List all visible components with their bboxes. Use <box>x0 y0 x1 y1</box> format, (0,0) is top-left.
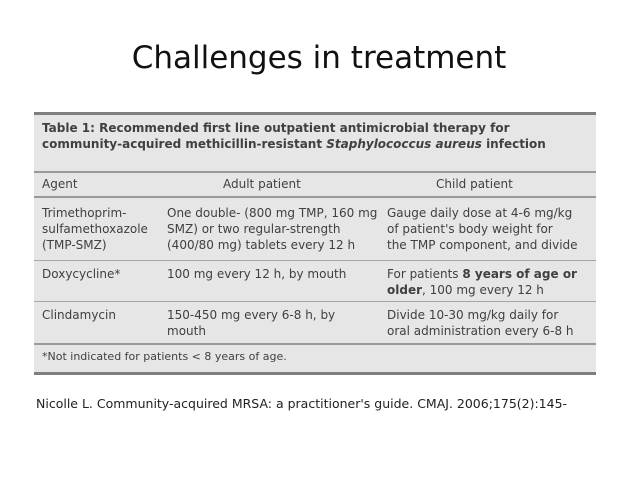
row2-child-pre: For patients <box>387 267 463 281</box>
row-divider <box>34 260 596 261</box>
caption-rule <box>34 171 596 173</box>
row2-agent: Doxycycline* <box>42 267 121 281</box>
row2-child-bold: 8 years of age or older <box>387 267 577 297</box>
table-caption <box>42 120 590 152</box>
caption-organism: Staphylococcus aureus <box>326 137 482 151</box>
citation: Nicolle L. Community-acquired MRSA: a practitioner's guide. CMAJ. 2006;175(2):145- <box>36 396 568 411</box>
table-footnote: *Not indicated for patients < 8 years of age. <box>42 350 287 363</box>
row3-agent: Clindamycin <box>42 308 116 322</box>
caption-suffix: infection <box>481 137 546 151</box>
slide-title: Challenges in treatment <box>131 40 507 76</box>
bottom-rule <box>34 343 596 345</box>
row1-adult: One double- (800 mg TMP, 160 mg SMZ) or two regular-strength (400/80 mg) tablets every 12 h <box>167 206 378 252</box>
row2-child-post: , 100 mg every 12 h <box>422 283 544 297</box>
row3-adult: 150-450 mg every 6-8 h, by mouth <box>167 308 336 338</box>
table-image <box>34 112 596 375</box>
header-agent: Agent <box>42 177 78 191</box>
row1-agent: Trimethoprim- sulfamethoxazole (TMP-SMZ) <box>42 206 148 252</box>
header-adult: Adult patient <box>223 177 301 191</box>
header-rule <box>34 196 596 198</box>
row1-child: Gauge daily dose at 4-6 mg/kg of patient's body weight for the TMP component, and divide <box>387 206 578 252</box>
row2-child <box>387 266 577 298</box>
caption-text: Table 1: Recommended first line outpatient antimicrobial therapy for community-acquired methicillin-resistant <box>42 121 510 151</box>
row-divider <box>34 301 596 302</box>
row2-adult: 100 mg every 12 h, by mouth <box>167 267 347 281</box>
header-child: Child patient <box>436 177 513 191</box>
row3-child: Divide 10-30 mg/kg daily for oral administration every 6-8 h <box>387 308 574 338</box>
